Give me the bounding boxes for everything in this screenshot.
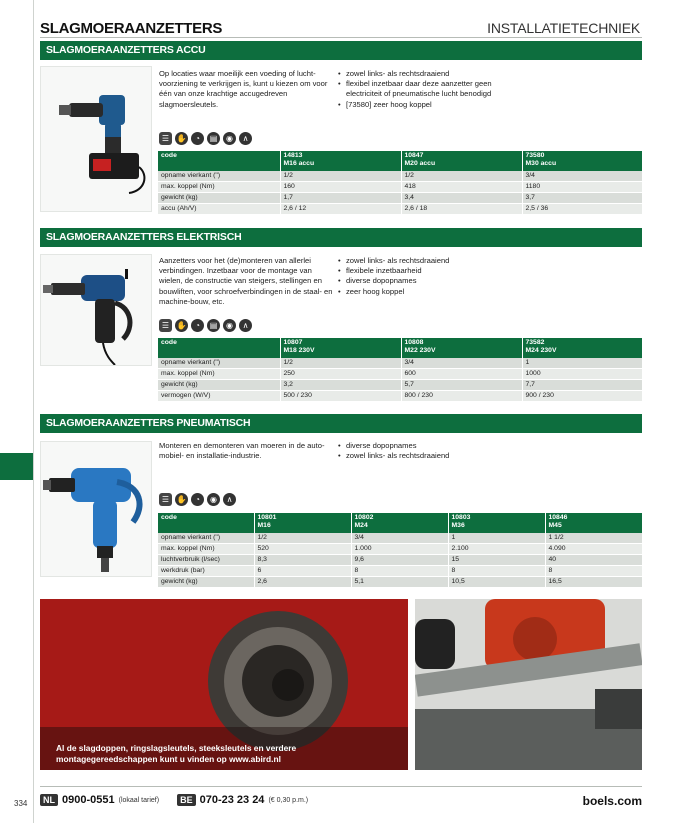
feature-item: • zowel links- als rechtsdraaiend — [338, 451, 498, 461]
safety-icons-pneumatisch — [159, 493, 236, 506]
safety-icons-elektrisch — [159, 319, 252, 332]
manual-icon: ☰ — [159, 493, 172, 506]
website-url: boels.com — [582, 794, 642, 808]
table-header-cell: 10847 M20 accu — [401, 151, 522, 171]
table-header-row — [158, 151, 642, 171]
table-header-row — [158, 338, 642, 358]
safety-shoe-icon: ∧ — [223, 493, 236, 506]
section-description-pneumatisch: Monteren en demonteren van moeren in de auto-mobiel- en installatie-industrie. — [159, 441, 325, 461]
table-row: gewicht (kg) 2,6 5,1 10,5 16,5 — [158, 577, 642, 588]
country-badge-be: BE — [177, 794, 196, 806]
left-margin-rule — [33, 0, 34, 823]
manual-icon: ☰ — [159, 132, 172, 145]
table-header-label: code — [158, 338, 280, 358]
gloves-icon: ✋ — [176, 321, 187, 330]
feature-item: • diverse dopopnames — [338, 441, 498, 451]
table-row: max. koppel (Nm) 250 600 1000 — [158, 369, 642, 380]
table-row: vermogen (W/V) 500 / 230 800 / 230 900 / 230 — [158, 391, 642, 402]
goggles-icon: ◉ — [223, 132, 236, 145]
table-row: opname vierkant (") 1/2 1/2 3/4 — [158, 171, 642, 182]
socket-photo-banner — [40, 599, 408, 770]
feature-list-elektrisch — [338, 256, 498, 297]
table-header-cell: 10846 M45 — [545, 513, 642, 533]
safety-shoe-icon: ∧ — [239, 132, 252, 145]
cordless-impact-wrench-image — [41, 67, 152, 212]
phone-nl: 0900-0551 — [62, 794, 115, 806]
feature-item: • diverse dopopnames — [338, 276, 498, 286]
page-number: 334 — [14, 799, 28, 808]
table-header-cell: 10803 M36 — [448, 513, 545, 533]
section-header-elektrisch: SLAGMOERAANZETTERS ELEKTRISCH — [40, 228, 642, 247]
pneumatic-impact-wrench-image — [41, 442, 152, 577]
table-row: gewicht (kg) 3,2 5,7 7,7 — [158, 380, 642, 391]
table-header-cell: 14813 M16 accu — [280, 151, 401, 171]
chapter-tab — [0, 453, 33, 480]
gloves-icon: ✋ — [176, 134, 187, 143]
page-category: INSTALLATIETECHNIEK — [487, 20, 640, 36]
table-row: max. koppel (Nm) 160 418 1180 — [158, 182, 642, 193]
pipe-threading-machine-image — [415, 599, 642, 770]
spec-table-accu — [158, 151, 643, 215]
goggles-icon: ◉ — [223, 319, 236, 332]
table-header-cell: 73580 M30 accu — [522, 151, 642, 171]
product-photo-elektrisch — [40, 254, 152, 366]
feature-item: • [73580] zeer hoog koppel — [338, 100, 498, 110]
table-row: max. koppel (Nm) 520 1.000 2.100 4.090 — [158, 544, 642, 555]
section-header-accu: SLAGMOERAANZETTERS ACCU — [40, 41, 642, 60]
table-header-cell: 10807 M18 230V — [280, 338, 401, 358]
manual-icon: ☰ — [159, 319, 172, 332]
table-row: opname vierkant (") 1/2 3/4 1 1 1/2 — [158, 533, 642, 544]
table-header-cell: 10801 M16 — [254, 513, 351, 533]
feature-item: • flexibel inzetbaar daar deze aanzetter geen electriciteit of pneumatische lucht benodigd — [338, 79, 498, 99]
safety-shoe-icon: ∧ — [239, 319, 252, 332]
table-header-cell: 10802 M24 — [351, 513, 448, 533]
footer-divider — [40, 786, 642, 787]
dust-mask-icon: ▤ — [207, 132, 220, 145]
feature-list-pneumatisch — [338, 441, 498, 461]
section-description-accu: Op locaties waar moeilijk een voeding of lucht-voorziening te verkrijgen is, kunt u kiezen om voor één van onze krachtige accugedreven slagmoersleutels. — [159, 69, 328, 109]
table-row: gewicht (kg) 1,7 3,4 3,7 — [158, 193, 642, 204]
section-header-pneumatisch: SLAGMOERAANZETTERS PNEUMATISCH — [40, 414, 642, 433]
spec-table-pneumatisch — [158, 513, 643, 588]
pipe-threading-photo — [415, 599, 642, 770]
table-row: opname vierkant (") 1/2 3/4 1 — [158, 358, 642, 369]
table-header-label: code — [158, 151, 280, 171]
ear-protection-icon: ◔ — [191, 493, 204, 506]
table-row: accu (Ah/V) 2,6 / 12 2,6 / 18 2,5 / 36 — [158, 204, 642, 215]
feature-item: • zowel links- als rechtsdraaiend — [338, 69, 498, 79]
table-row: werkdruk (bar) 6 8 8 8 — [158, 566, 642, 577]
section-description-elektrisch: Aanzetters voor het (de)monteren van allerlei verbindingen. Inzetbaar voor de montage van wielen, de constructie van steigers, stellingen en bouwliften, voor schroefverbindingen in de staal- en machine-bouw, etc. — [159, 256, 333, 306]
ear-protection-icon: ◔ — [191, 319, 204, 332]
table-header-row — [158, 513, 642, 533]
page-title: SLAGMOERAANZETTERS — [40, 20, 223, 37]
table-header-cell: 73582 M24 230V — [522, 338, 642, 358]
feature-item: • zeer hoog koppel — [338, 287, 498, 297]
country-badge-nl: NL — [40, 794, 58, 806]
feature-item: • zowel links- als rechtsdraaiend — [338, 256, 498, 266]
product-photo-pneumatisch — [40, 441, 152, 577]
table-header-cell: 10808 M22 230V — [401, 338, 522, 358]
phone-be-note: (€ 0,30 p.m.) — [268, 796, 309, 804]
phone-nl-note: (lokaal tarief) — [118, 796, 160, 804]
phone-be: 070-23 23 24 — [199, 794, 265, 806]
banner-caption: Al de slagdoppen, ringslagsleutels, steeksleutels en verdere montagegereedschappen kunt u vinden op www.abird.nl — [56, 743, 297, 764]
safety-icons-accu — [159, 132, 252, 145]
title-divider — [40, 37, 642, 38]
dust-mask-icon: ▤ — [207, 319, 220, 332]
table-row: luchtverbruik (l/sec) 8,3 9,6 15 40 — [158, 555, 642, 566]
spec-table-elektrisch — [158, 338, 643, 402]
gloves-icon: ✋ — [176, 495, 187, 504]
table-header-label: code — [158, 513, 254, 533]
electric-impact-wrench-image — [41, 255, 152, 366]
contact-phones — [40, 794, 308, 806]
goggles-icon: ◉ — [207, 493, 220, 506]
feature-item: • flexibele inzetbaarheid — [338, 266, 498, 276]
product-photo-accu — [40, 66, 152, 212]
feature-list-accu — [338, 69, 498, 110]
ear-protection-icon: ◔ — [191, 132, 204, 145]
